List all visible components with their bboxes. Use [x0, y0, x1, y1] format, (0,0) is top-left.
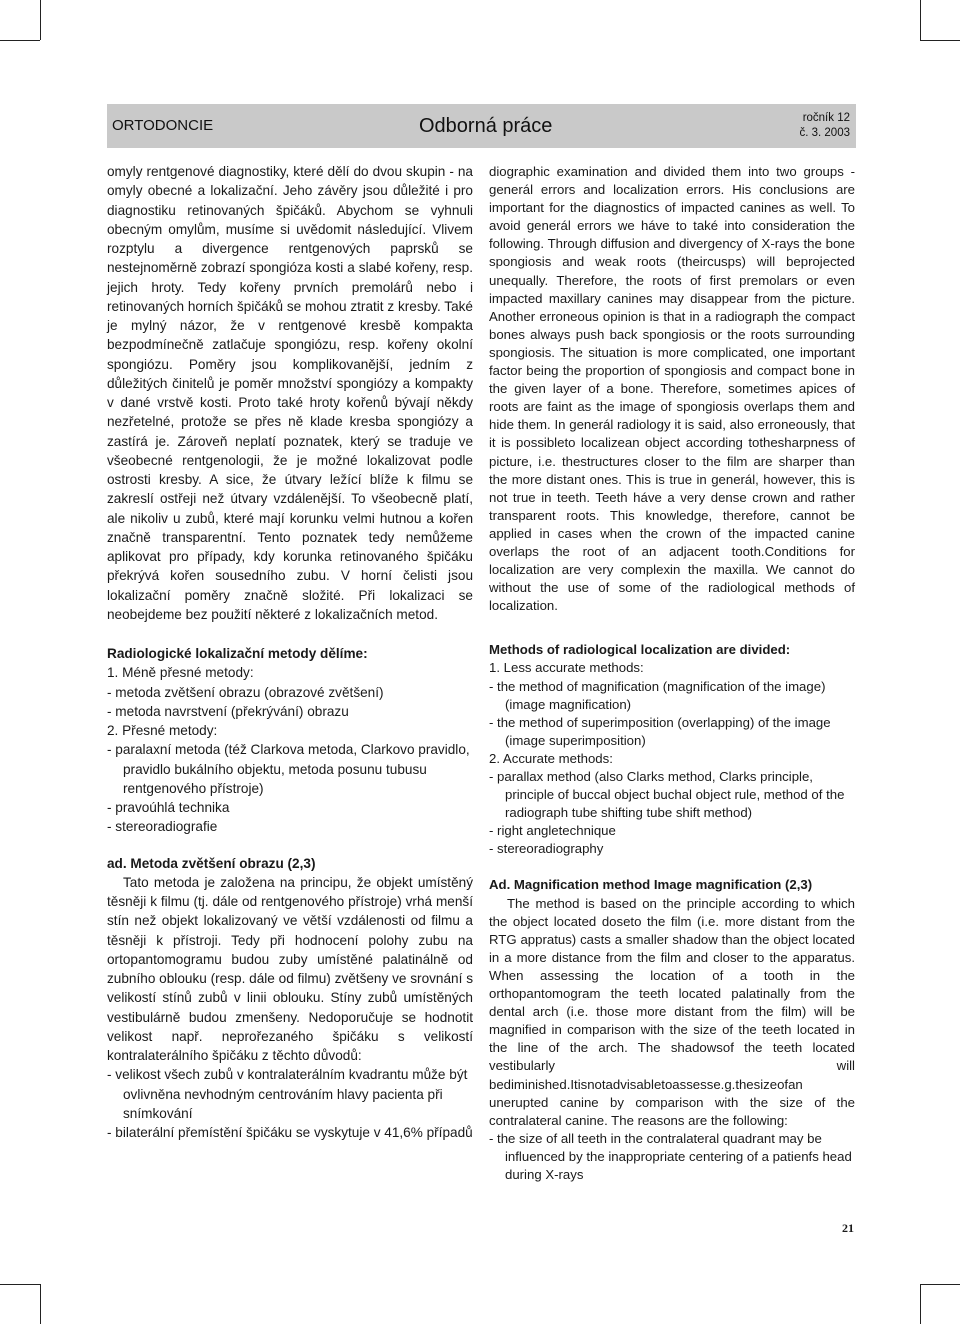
section-label: ORTODONCIE — [112, 117, 214, 134]
list-item: - metoda zvětšení obrazu (obrazové zvětšení) — [107, 684, 384, 700]
list-item: - stereoradiografie — [107, 819, 218, 835]
crop-mark — [40, 1284, 41, 1324]
section-heading: Ad. Magnification method Image magnification (2,3) — [489, 877, 813, 893]
method-list — [107, 740, 473, 836]
list-item: - right angletechnique — [489, 823, 616, 839]
methods-heading: Methods of radiological localization are divided: — [489, 642, 791, 658]
list-item: - the method of magnification (magnification of the image)(image magnification) — [489, 678, 826, 712]
czech-column — [107, 162, 473, 1142]
issue-line: č. 3. 2003 — [799, 127, 850, 139]
english-column — [489, 163, 855, 1184]
list-item: - pravoúhlá technika — [107, 800, 230, 815]
list-item: - velikost všech zubů v kontralaterálním kvadrantu může být ovlivněna nevhodným centrováním hlavy pacienta při snímkování — [107, 1067, 468, 1121]
list-item: - bilaterální přemístění špičáku se vyskytuje v 41,6% případů — [107, 1125, 473, 1140]
methods-heading: Radiologické lokalizační metody dělíme: — [107, 646, 368, 661]
crop-mark — [920, 1284, 921, 1324]
reason-list — [489, 1130, 855, 1184]
list-item: - parallax method (also Clarks method, Clarks principle, principle of buccal object buchal object rule, method of the radiograph tube shifting tube shift method) — [489, 769, 845, 821]
intro-paragraph: diographic examination and divided them into two groups - generál errors and localization errors. His conclusions are important for the diagnostics of impacted canines as well. To avoid generál errors we háve to také into consideration the following. Through diffusion and divergency of X-rays the bone spongiosis and weak roots (theircusps) will beprojected unequally. Therefore, the roots of first premolars or even impacted maxillary canines may disappear from the picture. Another erroneous opinion is that in a radiograph the compact bones always push back spongiosis or the roots surrounding spongiosis. The situation is more complicated, one important factor being the proportion of spongiosis and compact bone in the given layer of a bone. Therefore, sometimes apices of roots are faint as the image of spongiosis overlaps them and hide them. In generál radiology it is said, also erroneously, that it is possibleto localizean object according tothesharpness of picture, i.e. thestructures closer to the film are sharper than the more distant ones. This is true in generál, however, this is not true in teeth. Teeth háve a very dense crown and rather transparent roots. This knowledge, therefore, cannot be applied in cases when the crown of the impacted canine overlaps the root of an adjacent tooth.Conditions for localization are very complexin the maxilla. We cannot do without the use of some of the radiological methods of localization. — [489, 164, 855, 614]
volume-line: ročník 12 — [802, 112, 850, 124]
group-label: 1. Less accurate methods: — [489, 660, 644, 676]
list-item: - paralaxní metoda (též Clarkova metoda, Clarkovo pravidlo, pravidlo bukálního objektu, metoda posunu tubusu rentgenového přístroje) — [107, 742, 470, 796]
crop-mark — [920, 0, 921, 40]
method-list — [489, 678, 855, 750]
crop-mark — [40, 0, 41, 40]
section-paragraph: The method is based on the principle according to which the object located doseto the film (i.e. more distant from the RTG appratus) casts a smaller shadow than the object located in a more distance from the film and closer to the apparatus. When assessing the location of a tooth in the orthopantomogram the teeth located palatinally from the dental arch (i.e. those more distant from the film) will be magnified in comparison with the size of the teeth located in the line of the arch. The shadowsof the teeth located vestibularly will bediminished.Itisnotadvisabletoassesse.g.thesizeofan unerupted canine by comparison with the size of the contralateral canine. The reasons are the following: — [489, 895, 855, 1128]
header-title: Odborná práce — [419, 115, 553, 137]
volume-info — [799, 111, 850, 141]
list-item: - the size of all teeth in the contralateral quadrant may be influenced by the inappropriate centering of a patienfs head during X-rays — [489, 1130, 852, 1182]
intro-paragraph: omyly rentgenové diagnostiky, které dělí do dvou skupin - na omyly obecné a lokalizační. Jeho závěry jsou důležité i pro diagnostiku retinovaných špičáků. Abychom se vyhnuli obecným omylům, musíme si uvědomit následující. Vlivem rozptylu a divergence rentgenových paprsků se nestejnoměrně zobrazí spongióza kosti a slabé kořeny, resp. jejich hroty. Tedy kořeny prvních premolárů nebo i retinovaných horních špičáků se mohou ztratit z kresby. Také je mylný názor, že v rentgenové kresbě kompakta bezpodmínečně zatlačuje spongiózu, resp. kořeny okolní spongiózu. Poměry jsou komplikovanější, jedním z důležitých činitelů je poměr množství spongiózy a kompakty v dané vrstvě kosti. Proto také hroty kořenů bývají někdy nezřetelné, protože se přes ně klade kresba spongiózy a zastírá je. Zároveň neplatí poznatek, který se traduje ve všeobecné rentgenologii, že je možné lokalizovat podle ostrosti kresby. A sice, že útvary ležící blíže k filmu se zakreslí ostřeji než útvary vzdálenější. To všeobecně platí, ale nikoliv u zubů, které mají korunku velmi hutnou a kořen značně transparentní. Tento poznatek tedy nemůžeme aplikovat pro případy, kdy korunka retinovaného špičáku překrývá kořen sousedního zubu. V horní čelisti jsou lokalizační poměry značně složité. Při lokalizaci se neobejdeme bez použití některé z lokalizačních metod. — [107, 164, 473, 622]
list-item: - metoda navrstvení (překrývání) obrazu — [107, 703, 349, 719]
crop-mark — [0, 40, 40, 41]
method-list — [107, 683, 473, 722]
group-label: 1. Méně přesné metody: — [107, 665, 254, 681]
page-header — [107, 104, 856, 148]
list-item: - stereoradiography — [489, 841, 604, 857]
reason-list — [107, 1065, 473, 1142]
crop-mark — [920, 40, 960, 41]
crop-mark — [920, 1284, 960, 1285]
group-label: 2. Accurate methods: — [489, 750, 613, 766]
section-paragraph: Tato metoda je založena na principu, že objekt umístěný těsněji k filmu (tj. dále od rentgenového přístroje) vrhá menší stín než objekt lokalizovaný ve větší vzdálenosti od filmu a těsněji k přístroji. Tedy při hodnocení polohy zubu na ortopantomogramu budou zuby umístěné palatinálně od zubního oblouku (resp. dále od filmu) zvětšeny ve srovnání s velikostí stínů zubů v linii oblouku. Stíny zubů umístěných vestibulárně budou zmenšeny. Nedoporučuje se hodnotit velikost např. neprořezaného špičáku s velikostí kontralaterálního špičáku z těchto důvodů: — [107, 874, 473, 1063]
crop-mark — [0, 1284, 40, 1285]
group-label: 2. Přesné metody: — [107, 723, 218, 738]
list-item: - the method of superimposition (overlapping) of the image (image superimposition) — [489, 714, 831, 748]
page-number: 21 — [842, 1221, 854, 1235]
method-list — [489, 768, 855, 858]
section-heading: ad. Metoda zvětšení obrazu (2,3) — [107, 855, 316, 871]
